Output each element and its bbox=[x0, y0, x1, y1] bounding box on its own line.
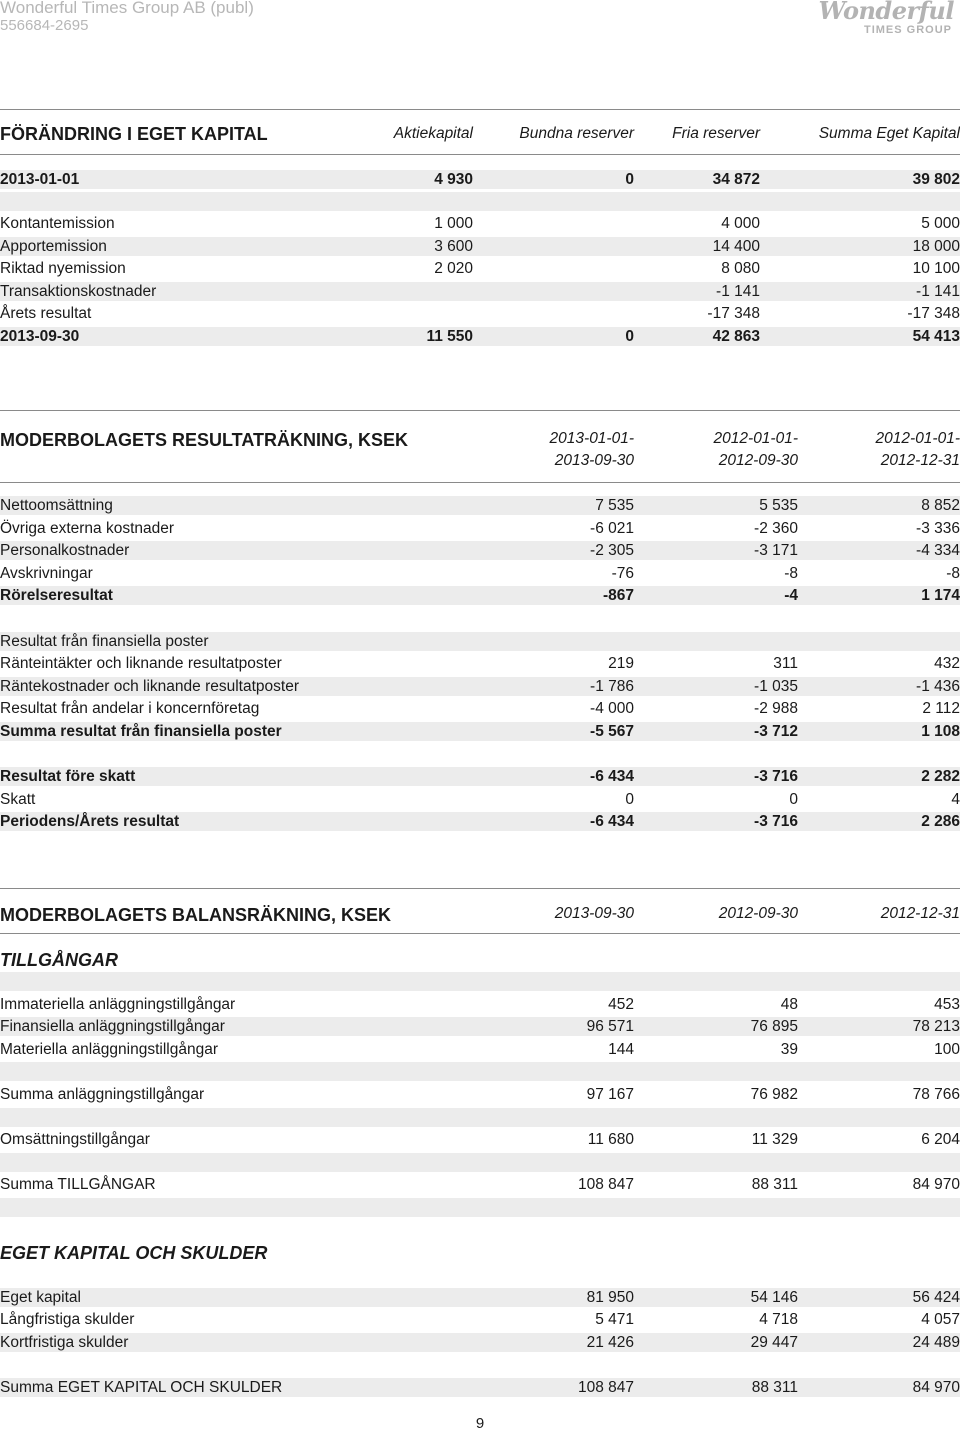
income-cell-col1: 0 bbox=[625, 790, 634, 808]
equity-cell-col3: 34 872 bbox=[712, 171, 760, 188]
equity-row bbox=[0, 259, 960, 278]
balance-col1: 2013-09-30 bbox=[554, 905, 634, 922]
equity-row-label: 2013-09-30 bbox=[0, 328, 80, 345]
eqliab-row bbox=[0, 1265, 960, 1284]
assets-row-label: Omsättningstillgångar bbox=[0, 1131, 150, 1149]
divider-equity bbox=[0, 109, 960, 110]
income-row bbox=[0, 767, 960, 786]
equity-spacer-row bbox=[0, 192, 960, 211]
org-number: 556684-2695 bbox=[0, 17, 89, 34]
income-cell-col1: -5 567 bbox=[590, 723, 634, 740]
income-cell-col3: 2 282 bbox=[921, 768, 960, 786]
income-cell-col3: -3 336 bbox=[916, 519, 960, 537]
eqliab-row bbox=[0, 1378, 960, 1397]
income-row-label: Resultat före skatt bbox=[0, 768, 136, 786]
equity-row bbox=[0, 327, 960, 346]
income-cell-col3: 2 286 bbox=[921, 813, 960, 831]
income-row-label: Rörelseresultat bbox=[0, 587, 113, 605]
assets-row bbox=[0, 1108, 960, 1127]
income-row bbox=[0, 812, 960, 831]
income-cell-col1: -6 434 bbox=[590, 768, 634, 786]
assets-row bbox=[0, 1017, 960, 1036]
assets-row-label: Summa TILLGÅNGAR bbox=[0, 1176, 156, 1194]
eqliab-cell-col3: 4 057 bbox=[921, 1311, 960, 1329]
income-col2-line1: 2012-01-01- bbox=[713, 430, 798, 447]
equity-col-bundna: Bundna reserver bbox=[519, 125, 634, 142]
logo-script-text: Wonderful bbox=[818, 0, 954, 25]
income-row bbox=[0, 654, 960, 673]
assets-cell-col1: 96 571 bbox=[586, 1018, 634, 1036]
income-row bbox=[0, 519, 960, 538]
income-cell-col2: -2 988 bbox=[754, 700, 798, 718]
income-cell-col2: -8 bbox=[784, 564, 798, 582]
income-cell-col3: 1 174 bbox=[921, 587, 960, 605]
income-row-label: Skatt bbox=[0, 790, 36, 808]
income-cell-col1: -4 000 bbox=[590, 700, 634, 718]
income-row bbox=[0, 699, 960, 718]
income-row-label: Resultat från andelar i koncernföretag bbox=[0, 700, 260, 718]
equity-title: FÖRÄNDRING I EGET KAPITAL bbox=[0, 124, 268, 144]
assets-row bbox=[0, 1175, 960, 1194]
income-cell-col1: -867 bbox=[602, 587, 634, 605]
eqliab-cell-col3: 56 424 bbox=[912, 1288, 960, 1306]
income-cell-col2: 311 bbox=[773, 655, 798, 673]
equity-cell-col1: 4 930 bbox=[434, 171, 473, 188]
assets-cell-col1: 452 bbox=[608, 995, 634, 1013]
income-row-label: Resultat från finansiella poster bbox=[0, 632, 209, 650]
equity-cell-col1: 3 600 bbox=[434, 238, 473, 255]
eqliab-row-label: Eget kapital bbox=[0, 1288, 81, 1306]
income-row-label: Avskrivningar bbox=[0, 564, 93, 582]
assets-cell-col2: 76 982 bbox=[750, 1086, 798, 1103]
assets-row bbox=[0, 995, 960, 1014]
income-cell-col1: 7 535 bbox=[595, 497, 634, 514]
equity-col-aktiekapital: Aktiekapital bbox=[393, 125, 473, 142]
income-title: MODERBOLAGETS RESULTATRÄKNING, KSEK bbox=[0, 430, 408, 450]
equity-row bbox=[0, 304, 960, 323]
income-cell-col3: -8 bbox=[946, 564, 960, 582]
equity-cell-col4: 54 413 bbox=[912, 328, 960, 345]
equity-cell-col1: 2 020 bbox=[434, 260, 473, 277]
divider-equity-head bbox=[0, 154, 960, 155]
eqliab-cell-col2: 4 718 bbox=[759, 1311, 798, 1329]
income-row bbox=[0, 609, 960, 628]
eqliab-row-label: Summa EGET KAPITAL OCH SKULDER bbox=[0, 1379, 283, 1396]
balance-col3: 2012-12-31 bbox=[880, 905, 960, 922]
company-name: Wonderful Times Group AB (publ) bbox=[0, 0, 254, 17]
equity-cell-col4: 5 000 bbox=[921, 215, 960, 232]
divider-balance-head bbox=[0, 933, 960, 934]
equity-row-label: Transaktionskostnader bbox=[0, 283, 157, 300]
assets-row bbox=[0, 1153, 960, 1172]
equity-cell-col3: -17 348 bbox=[707, 305, 760, 322]
page-number: 9 bbox=[475, 1415, 485, 1432]
income-row-label: Periodens/Årets resultat bbox=[0, 813, 180, 831]
income-row-label: Summa resultat från finansiella poster bbox=[0, 723, 282, 740]
assets-cell-col1: 144 bbox=[608, 1040, 634, 1058]
income-cell-col3: 4 bbox=[951, 790, 960, 808]
divider-balance bbox=[0, 888, 960, 889]
income-cell-col2: 0 bbox=[789, 790, 798, 808]
assets-row bbox=[0, 1062, 960, 1081]
assets-row bbox=[0, 1040, 960, 1059]
income-cell-col2: -4 bbox=[784, 587, 798, 605]
equity-row bbox=[0, 214, 960, 233]
equity-col-fria: Fria reserver bbox=[672, 125, 760, 142]
income-cell-col3: 432 bbox=[934, 655, 960, 673]
income-row-label: Övriga externa kostnader bbox=[0, 519, 175, 537]
assets-cell-col3: 78 213 bbox=[912, 1018, 960, 1036]
assets-row-label: Summa anläggningstillgångar bbox=[0, 1086, 205, 1103]
income-row-label: Ränteintäkter och liknande resultatposter bbox=[0, 655, 282, 673]
equity-row bbox=[0, 282, 960, 301]
equity-cell-col4: 39 802 bbox=[912, 171, 960, 188]
equity-cell-col4: 10 100 bbox=[912, 260, 960, 277]
assets-heading: TILLGÅNGAR bbox=[0, 950, 118, 970]
income-cell-col2: -3 171 bbox=[754, 542, 798, 560]
income-row bbox=[0, 632, 960, 651]
assets-cell-col3: 100 bbox=[934, 1040, 960, 1058]
income-cell-col3: 1 108 bbox=[921, 723, 960, 740]
equity-cell-col3: 4 000 bbox=[721, 215, 760, 232]
assets-cell-col3: 6 204 bbox=[921, 1131, 960, 1149]
equity-row-label: Riktad nyemission bbox=[0, 260, 126, 277]
equity-row bbox=[0, 237, 960, 256]
income-row bbox=[0, 677, 960, 696]
eqliab-row bbox=[0, 1355, 960, 1374]
eqliab-row bbox=[0, 1310, 960, 1329]
divider-income-head bbox=[0, 482, 960, 483]
income-row-label: Räntekostnader och liknande resultatposter bbox=[0, 677, 299, 695]
eqliab-cell-col1: 5 471 bbox=[595, 1311, 634, 1329]
income-cell-col3: 8 852 bbox=[921, 497, 960, 514]
equity-col-summa: Summa Eget Kapital bbox=[818, 125, 960, 142]
balance-title: MODERBOLAGETS BALANSRÄKNING, KSEK bbox=[0, 905, 392, 925]
income-cell-col1: -76 bbox=[611, 564, 634, 582]
balance-col2: 2012-09-30 bbox=[718, 905, 798, 922]
equity-cell-col4: -1 141 bbox=[916, 283, 960, 300]
company-logo bbox=[818, 0, 954, 40]
equity-cell-col1: 1 000 bbox=[434, 215, 473, 232]
logo-subtitle: TIMES GROUP bbox=[863, 24, 952, 36]
assets-row bbox=[0, 1085, 960, 1104]
income-cell-col2: -1 035 bbox=[754, 677, 798, 695]
income-cell-col1: -1 786 bbox=[590, 677, 634, 695]
equity-row-label: Årets resultat bbox=[0, 305, 92, 322]
income-row bbox=[0, 564, 960, 583]
income-row-label: Personalkostnader bbox=[0, 542, 130, 560]
income-cell-col2: 5 535 bbox=[759, 497, 798, 514]
equity-cell-col4: -17 348 bbox=[907, 305, 960, 322]
assets-row bbox=[0, 1130, 960, 1149]
assets-cell-col3: 78 766 bbox=[912, 1086, 960, 1103]
income-col1-line2: 2013-09-30 bbox=[554, 452, 634, 469]
income-cell-col1: 219 bbox=[608, 655, 634, 673]
income-cell-col3: -4 334 bbox=[916, 542, 960, 560]
income-col3-line1: 2012-01-01- bbox=[875, 430, 960, 447]
income-row bbox=[0, 745, 960, 764]
eqliab-cell-col3: 24 489 bbox=[912, 1333, 960, 1351]
income-cell-col2: -3 716 bbox=[754, 768, 798, 786]
assets-cell-col3: 453 bbox=[934, 995, 960, 1013]
eqliab-cell-col2: 29 447 bbox=[750, 1333, 798, 1351]
assets-cell-col3: 84 970 bbox=[912, 1176, 960, 1194]
eqliab-row-label: Långfristiga skulder bbox=[0, 1311, 135, 1329]
assets-row-label: Finansiella anläggningstillgångar bbox=[0, 1018, 225, 1036]
assets-row bbox=[0, 1198, 960, 1217]
equity-cell-col1: 11 550 bbox=[426, 328, 473, 345]
income-cell-col1: -6 021 bbox=[590, 519, 634, 537]
eqliab-cell-col2: 54 146 bbox=[750, 1288, 798, 1306]
equity-cell-col2: 0 bbox=[625, 171, 634, 188]
income-cell-col1: -6 434 bbox=[590, 813, 634, 831]
income-cell-col3: -1 436 bbox=[916, 677, 960, 695]
equity-cell-col3: 14 400 bbox=[712, 238, 760, 255]
income-row-label: Nettoomsättning bbox=[0, 497, 113, 514]
assets-cell-col2: 48 bbox=[780, 995, 798, 1013]
income-row bbox=[0, 541, 960, 560]
assets-row bbox=[0, 972, 960, 991]
income-row bbox=[0, 790, 960, 809]
equity-row bbox=[0, 170, 960, 189]
assets-row-label: Immateriella anläggningstillgångar bbox=[0, 995, 236, 1013]
income-col1-line1: 2013-01-01- bbox=[549, 430, 634, 447]
eqliab-cell-col3: 84 970 bbox=[912, 1379, 960, 1396]
equity-cell-col3: 42 863 bbox=[712, 328, 760, 345]
equity-cell-col3: 8 080 bbox=[721, 260, 760, 277]
eqliab-row bbox=[0, 1288, 960, 1307]
assets-cell-col1: 11 680 bbox=[587, 1131, 634, 1149]
eqliab-row-label: Kortfristiga skulder bbox=[0, 1333, 129, 1351]
eqliab-row bbox=[0, 1333, 960, 1352]
income-col2-line2: 2012-09-30 bbox=[718, 452, 798, 469]
assets-cell-col2: 88 311 bbox=[751, 1176, 798, 1194]
assets-cell-col2: 39 bbox=[780, 1040, 798, 1058]
eqliab-cell-col2: 88 311 bbox=[751, 1379, 798, 1396]
assets-cell-col2: 11 329 bbox=[751, 1131, 798, 1149]
income-cell-col2: -2 360 bbox=[754, 519, 798, 537]
equity-row-label: 2013-01-01 bbox=[0, 171, 80, 188]
eqliab-cell-col1: 108 847 bbox=[577, 1379, 634, 1396]
assets-row-label: Materiella anläggningstillgångar bbox=[0, 1040, 218, 1058]
divider-income bbox=[0, 410, 960, 411]
income-cell-col2: -3 712 bbox=[754, 723, 798, 740]
income-col3-line2: 2012-12-31 bbox=[880, 452, 960, 469]
income-cell-col2: -3 716 bbox=[754, 813, 798, 831]
equity-row-label: Apportemission bbox=[0, 238, 107, 255]
equity-liabilities-heading: EGET KAPITAL OCH SKULDER bbox=[0, 1243, 268, 1263]
income-row bbox=[0, 722, 960, 741]
equity-cell-col4: 18 000 bbox=[912, 238, 960, 255]
income-row bbox=[0, 586, 960, 605]
equity-row-label: Kontantemission bbox=[0, 215, 115, 232]
assets-cell-col1: 108 847 bbox=[577, 1176, 634, 1194]
income-cell-col3: 2 112 bbox=[922, 700, 960, 718]
income-cell-col1: -2 305 bbox=[590, 542, 634, 560]
eqliab-cell-col1: 21 426 bbox=[586, 1333, 634, 1351]
assets-cell-col2: 76 895 bbox=[750, 1018, 798, 1036]
equity-cell-col3: -1 141 bbox=[716, 283, 760, 300]
eqliab-cell-col1: 81 950 bbox=[586, 1288, 634, 1306]
equity-cell-col2: 0 bbox=[625, 328, 634, 345]
income-row bbox=[0, 496, 960, 515]
assets-cell-col1: 97 167 bbox=[586, 1086, 634, 1103]
